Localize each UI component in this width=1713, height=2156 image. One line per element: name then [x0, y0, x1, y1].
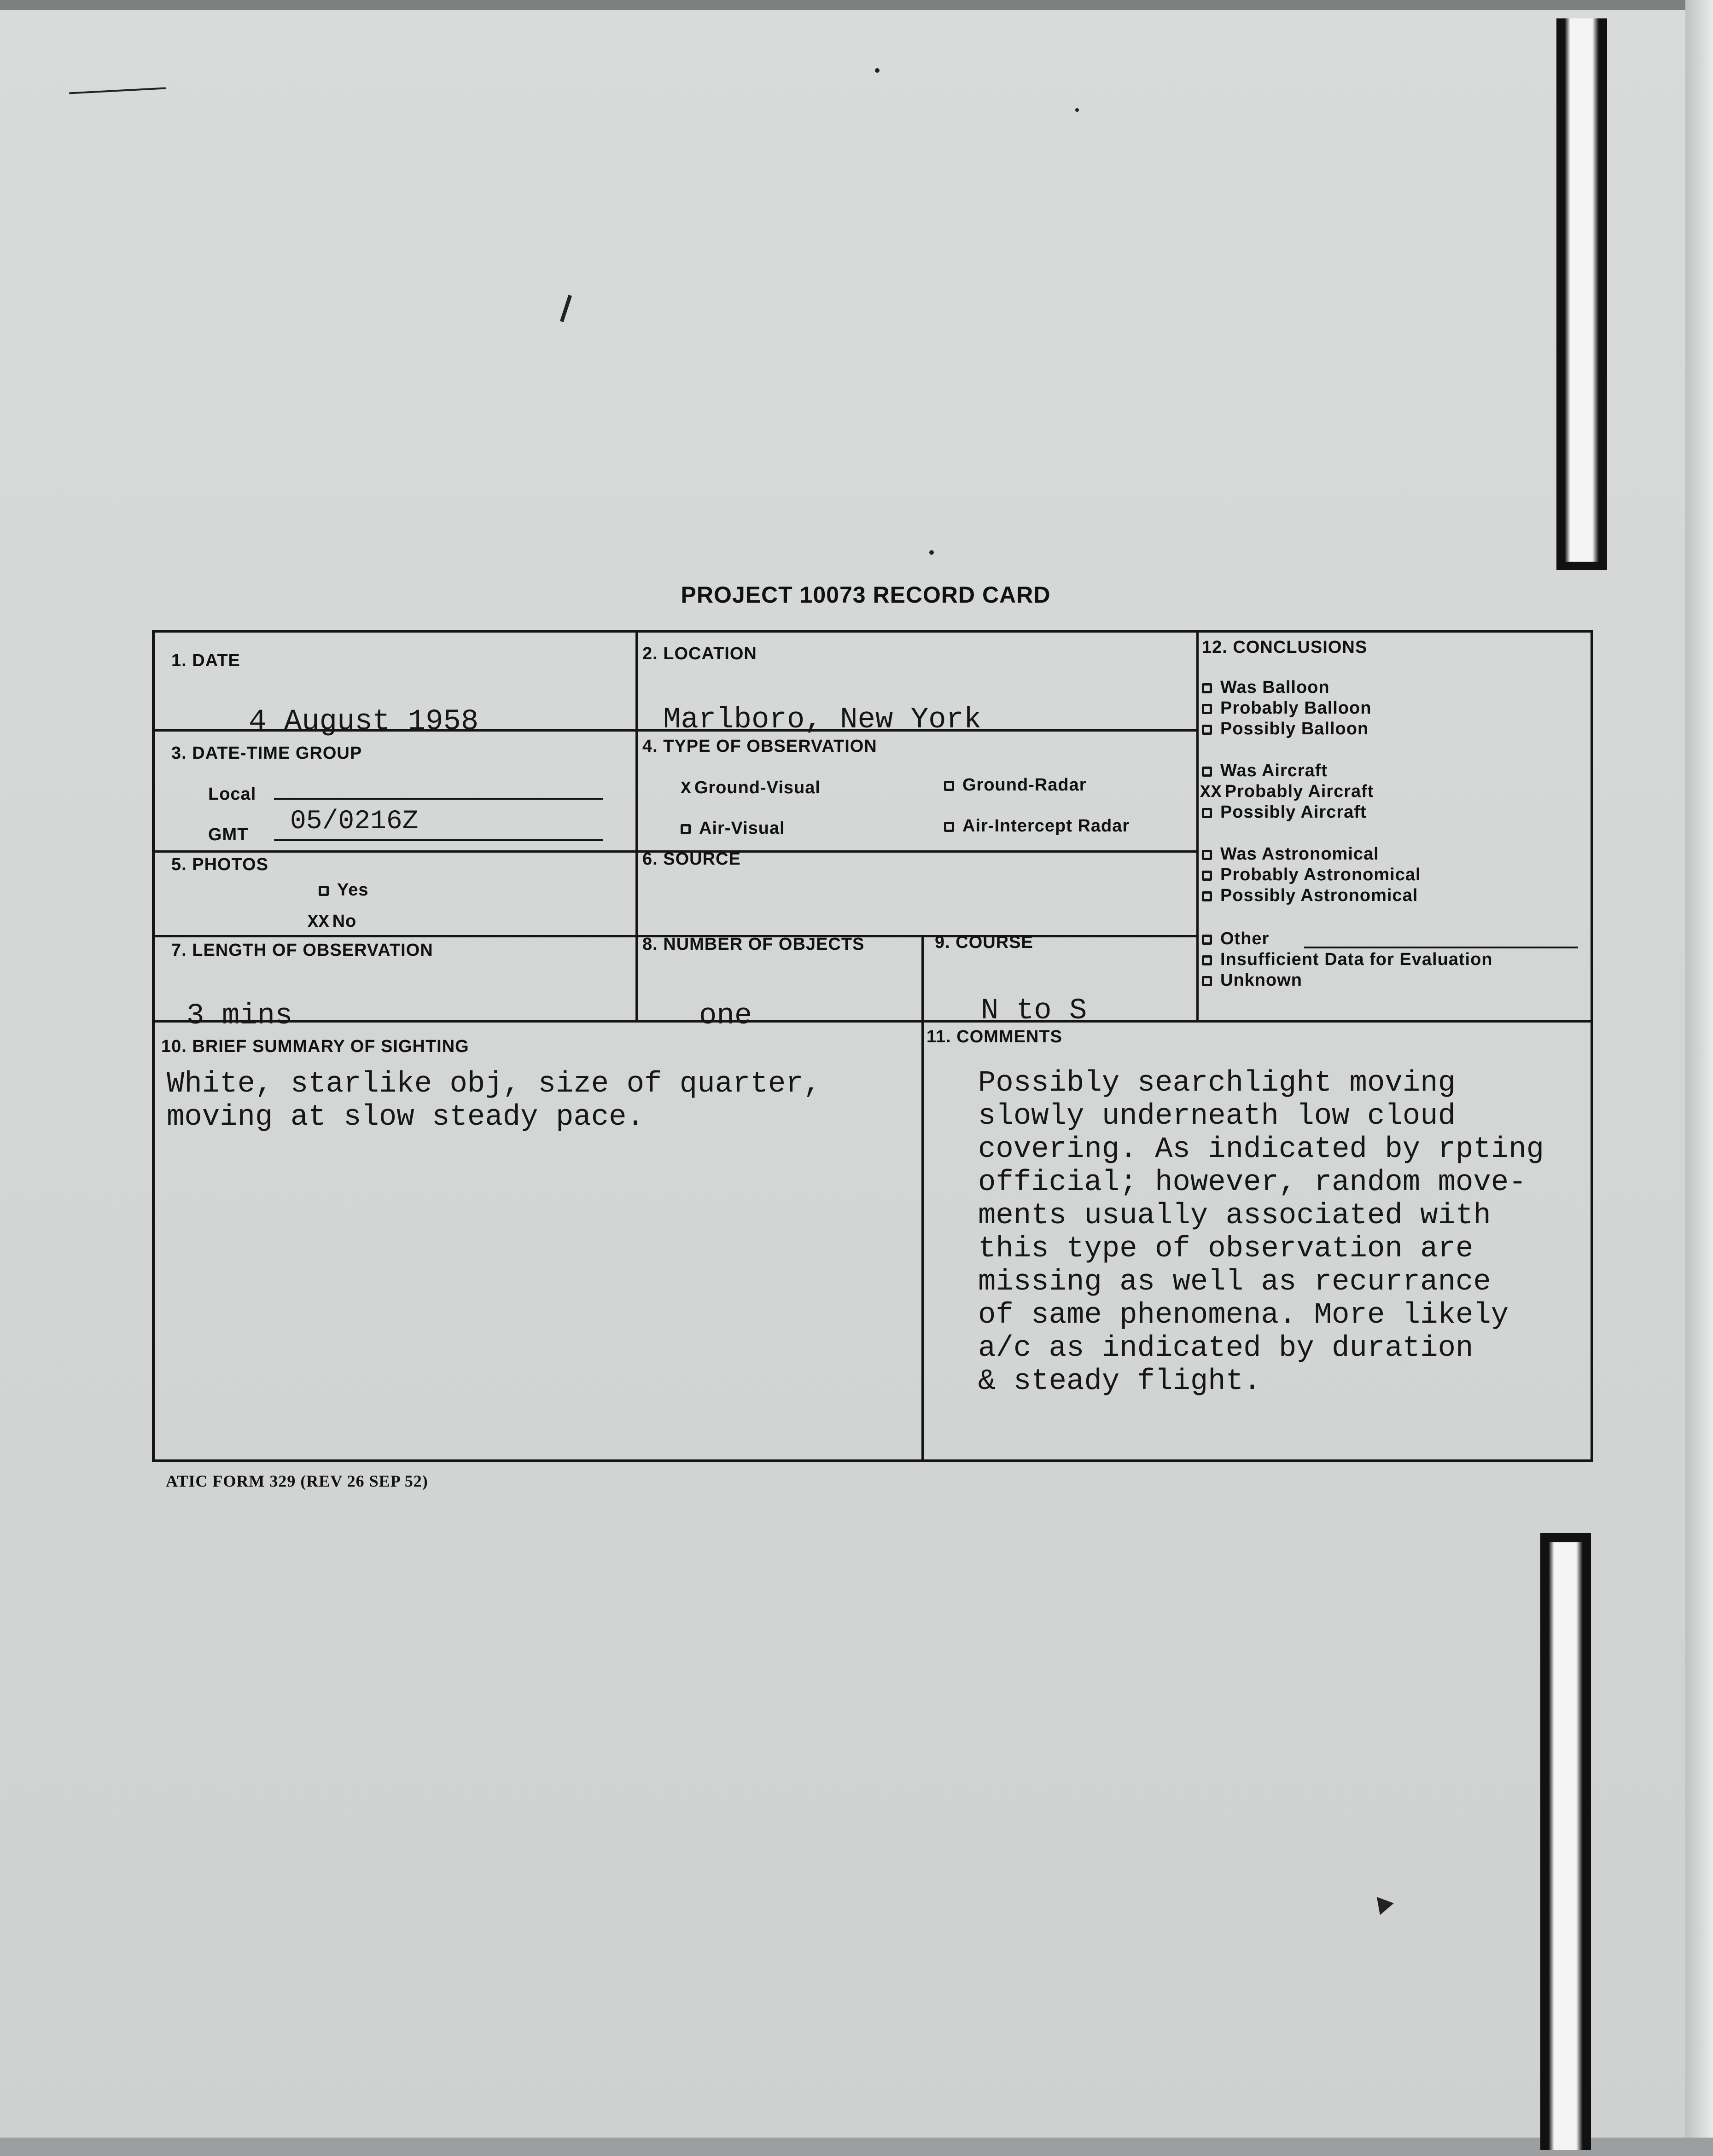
objects-value: one — [699, 1000, 752, 1033]
comments-text — [978, 1067, 1544, 1398]
card-title: PROJECT 10073 RECORD CARD — [681, 582, 1051, 608]
conclusion-unknown — [1202, 970, 1302, 990]
grid-line — [155, 1020, 1591, 1023]
scan-speck — [1075, 108, 1079, 112]
comments-line: & steady flight. — [978, 1365, 1261, 1398]
comments-line: of same phenomena. More likely — [978, 1299, 1509, 1332]
conclusion-possibly-astronomical — [1202, 886, 1418, 906]
gmt-value: 05/0216Z — [290, 807, 419, 837]
length-value: 3 mins — [186, 1000, 293, 1033]
comments-line: Possibly searchlight moving — [978, 1067, 1456, 1100]
conclusion-probably-aircraft — [1200, 782, 1374, 802]
conclusion-was-aircraft — [1202, 761, 1328, 781]
conclusion-probably-balloon — [1202, 698, 1371, 718]
conclusion-checkbox — [1202, 850, 1212, 860]
air-visual-checkbox — [681, 824, 691, 834]
conclusion-checkbox — [1202, 725, 1212, 735]
air-visual-option — [681, 819, 785, 838]
photos-no-label: No — [332, 912, 357, 931]
summary-line: White, starlike obj, size of quarter, — [167, 1068, 822, 1101]
location-label: 2. LOCATION — [642, 644, 757, 663]
location-value: Marlboro, New York — [663, 703, 982, 737]
page-bottom-edge — [0, 2138, 1713, 2156]
photos-no-option — [308, 912, 356, 932]
local-underline — [274, 798, 603, 800]
photos-no-mark: XX — [308, 912, 330, 932]
conclusion-label: Possibly Balloon — [1220, 719, 1369, 738]
conclusion-checkbox — [1202, 704, 1212, 714]
source-label: 6. SOURCE — [642, 849, 741, 869]
length-label: 7. LENGTH OF OBSERVATION — [171, 941, 433, 960]
comments-line: official; however, random move- — [978, 1166, 1527, 1199]
observation-type-label: 4. TYPE OF OBSERVATION — [642, 737, 877, 756]
conclusion-insufficient-data — [1202, 950, 1493, 970]
air-visual-label: Air-Visual — [699, 819, 785, 838]
comments-line: missing as well as recurrance — [978, 1266, 1491, 1299]
ground-visual-option — [681, 778, 821, 799]
ground-visual-label: Ground-Visual — [694, 778, 821, 797]
course-value: N to S — [981, 994, 1087, 1028]
gmt-label: GMT — [208, 825, 249, 844]
date-value: 4 August 1958 — [249, 705, 479, 738]
conclusion-checkbox — [1202, 871, 1212, 881]
conclusion-label: Probably Balloon — [1220, 698, 1372, 718]
page-top-edge — [0, 0, 1713, 10]
conclusion-label: Possibly Astronomical — [1220, 886, 1418, 905]
conclusion-checkbox — [1202, 683, 1212, 693]
binder-clip-top — [1556, 18, 1607, 570]
conclusion-label: Was Balloon — [1220, 678, 1330, 697]
comments-line: this type of observation are — [978, 1232, 1474, 1266]
local-label: Local — [208, 785, 256, 804]
summary-label: 10. BRIEF SUMMARY OF SIGHTING — [161, 1037, 469, 1056]
conclusion-checkbox — [1202, 976, 1212, 986]
comments-label: 11. COMMENTS — [926, 1027, 1062, 1046]
scan-speck — [560, 295, 572, 322]
photos-label: 5. PHOTOS — [171, 855, 269, 874]
course-label: 9. COURSE — [935, 933, 1033, 952]
scan-speck — [929, 550, 934, 555]
conclusion-label: Probably Astronomical — [1220, 865, 1421, 884]
conclusion-possibly-balloon — [1202, 719, 1369, 739]
grid-line — [921, 935, 924, 1460]
conclusion-possibly-aircraft — [1202, 802, 1367, 822]
conclusions-label: 12. CONCLUSIONS — [1202, 638, 1368, 657]
ground-radar-label: Ground-Radar — [962, 775, 1087, 795]
scan-speck — [875, 68, 880, 73]
ground-radar-option — [944, 775, 1087, 795]
conclusion-checkbox — [1202, 955, 1212, 965]
conclusion-label: Was Astronomical — [1220, 844, 1379, 864]
conclusion-label: Other — [1220, 929, 1270, 948]
photos-yes-option — [319, 880, 369, 900]
ground-visual-check-mark: X — [681, 779, 692, 799]
conclusion-check-mark: XX — [1200, 783, 1222, 802]
conclusion-label: Possibly Aircraft — [1220, 802, 1367, 822]
conclusion-label: Probably Aircraft — [1224, 782, 1374, 801]
dtg-label: 3. DATE-TIME GROUP — [171, 744, 362, 763]
grid-line — [635, 633, 638, 1022]
conclusion-checkbox — [1202, 935, 1212, 945]
comments-line: ments usually associated with — [978, 1199, 1491, 1232]
binder-clip-bottom — [1540, 1533, 1591, 2150]
photos-yes-checkbox — [319, 886, 329, 896]
conclusion-other — [1202, 929, 1269, 949]
grid-line — [1196, 633, 1199, 1022]
summary-text — [167, 1068, 821, 1134]
summary-line: moving at slow steady pace. — [167, 1101, 644, 1134]
conclusion-probably-astronomical — [1202, 865, 1421, 885]
scan-speck — [1377, 1894, 1395, 1915]
conclusion-was-astronomical — [1202, 844, 1379, 864]
date-label: 1. DATE — [171, 651, 240, 670]
air-intercept-option — [944, 816, 1130, 836]
air-intercept-checkbox — [944, 822, 954, 832]
conclusion-checkbox — [1202, 767, 1212, 777]
ground-radar-checkbox — [944, 781, 954, 791]
gmt-underline — [274, 839, 603, 841]
comments-line: slowly underneath low cloud — [978, 1100, 1456, 1133]
form-number: ATIC FORM 329 (REV 26 SEP 52) — [166, 1472, 428, 1490]
conclusion-checkbox — [1202, 808, 1212, 818]
air-intercept-label: Air-Intercept Radar — [962, 816, 1130, 836]
conclusion-label: Insufficient Data for Evaluation — [1220, 950, 1493, 969]
scan-speck — [69, 87, 166, 94]
photos-yes-label: Yes — [337, 880, 369, 900]
other-underline — [1304, 947, 1578, 948]
conclusion-label: Was Aircraft — [1220, 761, 1328, 780]
objects-label: 8. NUMBER OF OBJECTS — [642, 935, 865, 954]
comments-line: a/c as indicated by duration — [978, 1332, 1474, 1365]
conclusion-checkbox — [1202, 891, 1212, 901]
page-right-edge — [1685, 0, 1713, 2156]
conclusion-was-balloon — [1202, 678, 1330, 697]
conclusion-label: Unknown — [1220, 970, 1302, 990]
comments-line: covering. As indicated by rpting — [978, 1133, 1544, 1166]
